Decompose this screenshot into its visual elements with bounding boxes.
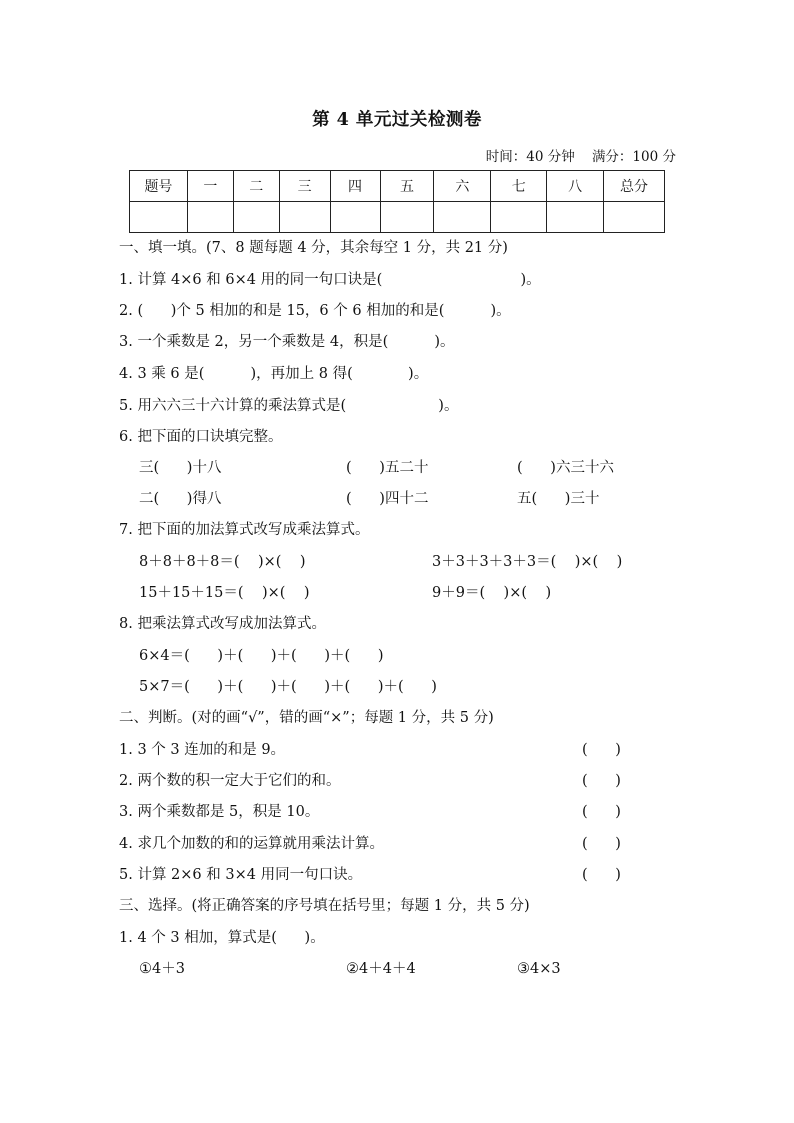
- section3-heading: 三、选择。(将正确答案的序号填在括号里；每题 1 分，共 5 分): [119, 898, 530, 914]
- section1-heading: 一、填一填。(7、8 题每题 4 分，其余每空 1 分，共 21 分): [119, 240, 508, 256]
- header-cell: 题号: [130, 171, 188, 202]
- score-cell: [547, 202, 604, 233]
- header-cell: 七: [491, 171, 547, 202]
- header-cell: 五: [380, 171, 434, 202]
- score-cell: [434, 202, 491, 233]
- score-cell: [330, 202, 380, 233]
- question-1-8: 8. 把乘法算式改写成加法算式。: [119, 616, 326, 632]
- rhyme-blank-item: ( )四十二: [346, 491, 429, 507]
- choice-option: ①4＋3: [139, 961, 185, 977]
- addition-to-multiplication-item: 3＋3＋3＋3＋3＝( )×( ): [432, 554, 623, 570]
- header-cell: 二: [233, 171, 279, 202]
- score-cell: [279, 202, 330, 233]
- addition-to-multiplication-item: 9＋9＝( )×( ): [432, 585, 552, 601]
- header-cell: 六: [434, 171, 491, 202]
- score-cell: [130, 202, 188, 233]
- score-table: [129, 170, 665, 233]
- header-cell: 四: [330, 171, 380, 202]
- judgment-item: 1. 3 个 3 连加的和是 9。: [119, 742, 286, 758]
- question-1-4: 4. 3 乘 6 是( )，再加上 8 得( )。: [119, 366, 429, 382]
- answer-bracket: ( ): [582, 773, 621, 789]
- score-cell: [380, 202, 434, 233]
- header-cell: 一: [187, 171, 233, 202]
- section2-heading: 二、判断。(对的画“√”，错的画“×”；每题 1 分，共 5 分): [119, 710, 494, 726]
- score-label: 满分：100 分: [591, 149, 676, 165]
- question-1-6: 6. 把下面的口诀填完整。: [119, 429, 283, 445]
- header-cell: 总分: [604, 171, 665, 202]
- score-cell: [604, 202, 665, 233]
- score-cell: [187, 202, 233, 233]
- choice-question-1: 1. 4 个 3 相加，算式是( )。: [119, 930, 325, 946]
- judgment-item: 5. 计算 2×6 和 3×4 用同一句口诀。: [119, 867, 363, 883]
- rhyme-blank-item: 二( )得八: [139, 491, 222, 507]
- addition-to-multiplication-item: 8＋8＋8＋8＝( )×( ): [139, 554, 306, 570]
- question-1-3: 3. 一个乘数是 2，另一个乘数是 4，积是( )。: [119, 334, 455, 350]
- answer-bracket: ( ): [582, 867, 621, 883]
- header-cell: 三: [279, 171, 330, 202]
- multiplication-to-addition-item: 5×7＝( )＋( )＋( )＋( )＋( ): [139, 679, 437, 695]
- multiplication-to-addition-item: 6×4＝( )＋( )＋( )＋( ): [139, 648, 384, 664]
- rhyme-blank-item: 五( )三十: [517, 491, 600, 507]
- judgment-item: 2. 两个数的积一定大于它们的和。: [119, 773, 341, 789]
- question-1-2: 2. ( )个 5 相加的和是 15，6 个 6 相加的和是( )。: [119, 303, 511, 319]
- rhyme-blank-item: ( )五二十: [346, 460, 429, 476]
- header-cell: 八: [547, 171, 604, 202]
- rhyme-blank-item: ( )六三十六: [517, 460, 614, 476]
- question-1-1: 1. 计算 4×6 和 6×4 用的同一句口诀是( )。: [119, 272, 541, 288]
- answer-bracket: ( ): [582, 804, 621, 820]
- answer-bracket: ( ): [582, 742, 621, 758]
- judgment-item: 4. 求几个加数的和的运算就用乘法计算。: [119, 836, 384, 852]
- score-cell: [233, 202, 279, 233]
- addition-to-multiplication-item: 15＋15＋15＝( )×( ): [139, 585, 310, 601]
- choice-option: ②4＋4＋4: [346, 961, 416, 977]
- choice-option: ③4×3: [517, 961, 561, 977]
- question-1-7: 7. 把下面的加法算式改写成乘法算式。: [119, 522, 370, 538]
- time-label: 时间：40 分钟: [485, 149, 575, 165]
- score-table-header-row: [130, 171, 665, 202]
- answer-bracket: ( ): [582, 836, 621, 852]
- judgment-item: 3. 两个乘数都是 5，积是 10。: [119, 804, 320, 820]
- rhyme-blank-item: 三( )十八: [139, 460, 222, 476]
- page-title: 第 4 单元过关检测卷: [312, 110, 482, 130]
- question-1-5: 5. 用六六三十六计算的乘法算式是( )。: [119, 398, 459, 414]
- score-cell: [491, 202, 547, 233]
- exam-meta: [486, 145, 676, 165]
- score-table-blank-row: [130, 202, 665, 233]
